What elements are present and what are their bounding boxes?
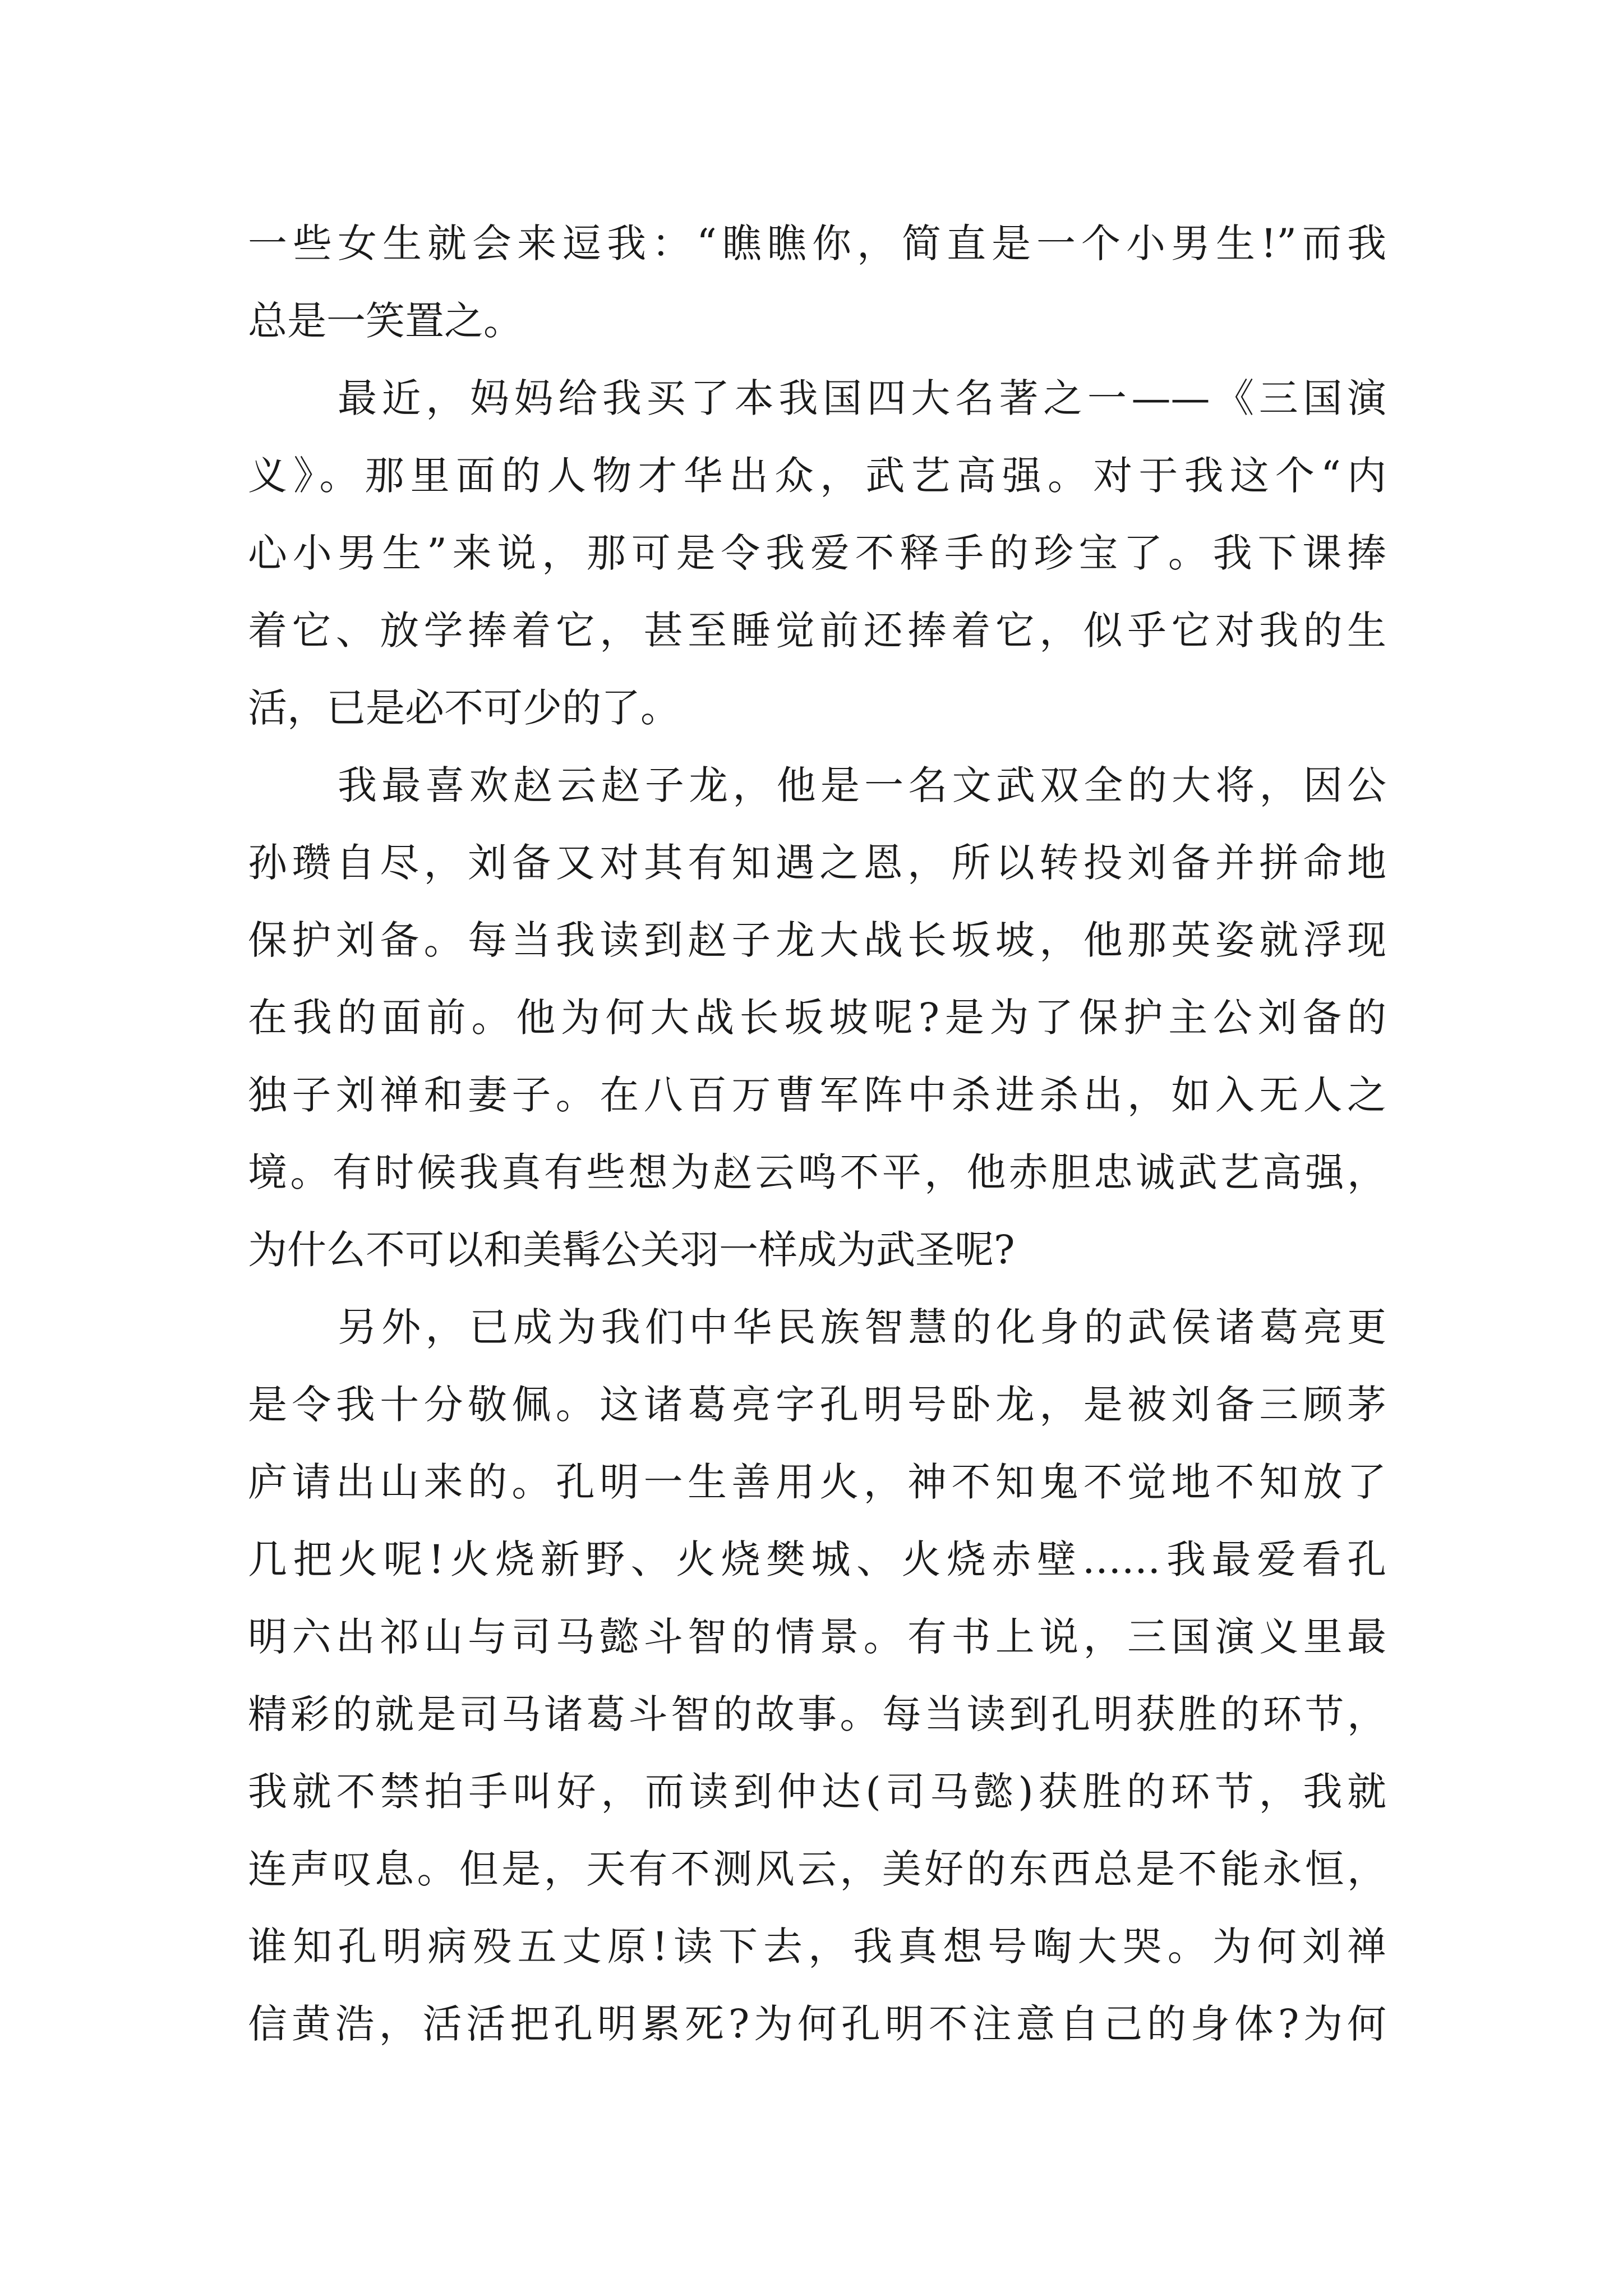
text-line: 孙瓒自尽，刘备又对其有知遇之恩，所以转投刘备并拼命地 — [248, 840, 1386, 886]
text-line: 一些女生就会来逗我：“瞧瞧你，简直是一个小男生!”而我 — [248, 220, 1386, 266]
text-line: 明六出祁山与司马懿斗智的情景。有书上说，三国演义里最 — [248, 1614, 1386, 1660]
text-line: 是令我十分敬佩。这诸葛亮字孔明号卧龙，是被刘备三顾茅 — [248, 1382, 1386, 1428]
paragraph-first-line: 我最喜欢赵云赵子龙，他是一名文武双全的大将，因公 — [338, 762, 1386, 808]
text-line: 活，已是必不可少的了。 — [248, 685, 680, 731]
text-line: 在我的面前。他为何大战长坂坡呢?是为了保护主公刘备的 — [248, 995, 1386, 1041]
text-line: 境。有时候我真有些想为赵云鸣不平，他赤胆忠诚武艺高强， — [248, 1149, 1386, 1195]
text-line: 连声叹息。但是，天有不测风云，美好的东西总是不能永恒， — [248, 1846, 1386, 1892]
text-line: 精彩的就是司马诸葛斗智的故事。每当读到孔明获胜的环节， — [248, 1691, 1386, 1737]
text-line: 为什么不可以和美髯公关羽一样成为武圣呢? — [248, 1227, 1015, 1273]
text-line: 总是一笑置之。 — [248, 298, 523, 344]
text-line: 信黄浩，活活把孔明累死?为何孔明不注意自己的身体?为何 — [248, 2001, 1386, 2047]
text-line: 独子刘禅和妻子。在八百万曹军阵中杀进杀出，如入无人之 — [248, 1072, 1386, 1118]
text-line: 保护刘备。每当我读到赵子龙大战长坂坡，他那英姿就浮现 — [248, 917, 1386, 963]
text-line: 庐请出山来的。孔明一生善用火，神不知鬼不觉地不知放了 — [248, 1459, 1386, 1505]
text-line: 谁知孔明病殁五丈原!读下去，我真想号啕大哭。为何刘禅 — [248, 1924, 1386, 1970]
text-line: 心小男生”来说，那可是令我爱不释手的珍宝了。我下课捧 — [248, 530, 1386, 576]
paragraph-first-line: 最近，妈妈给我买了本我国四大名著之一——《三国演 — [338, 375, 1386, 421]
text-line: 义》。那里面的人物才华出众，武艺高强。对于我这个“内 — [248, 453, 1386, 499]
text-line: 几把火呢!火烧新野、火烧樊城、火烧赤壁……我最爱看孔 — [248, 1536, 1386, 1582]
text-line: 我就不禁拍手叫好，而读到仲达(司马懿)获胜的环节，我就 — [248, 1769, 1386, 1815]
text-line: 着它、放学捧着它，甚至睡觉前还捧着它，似乎它对我的生 — [248, 608, 1386, 654]
paragraph-first-line: 另外，已成为我们中华民族智慧的化身的武侯诸葛亮更 — [338, 1304, 1386, 1350]
